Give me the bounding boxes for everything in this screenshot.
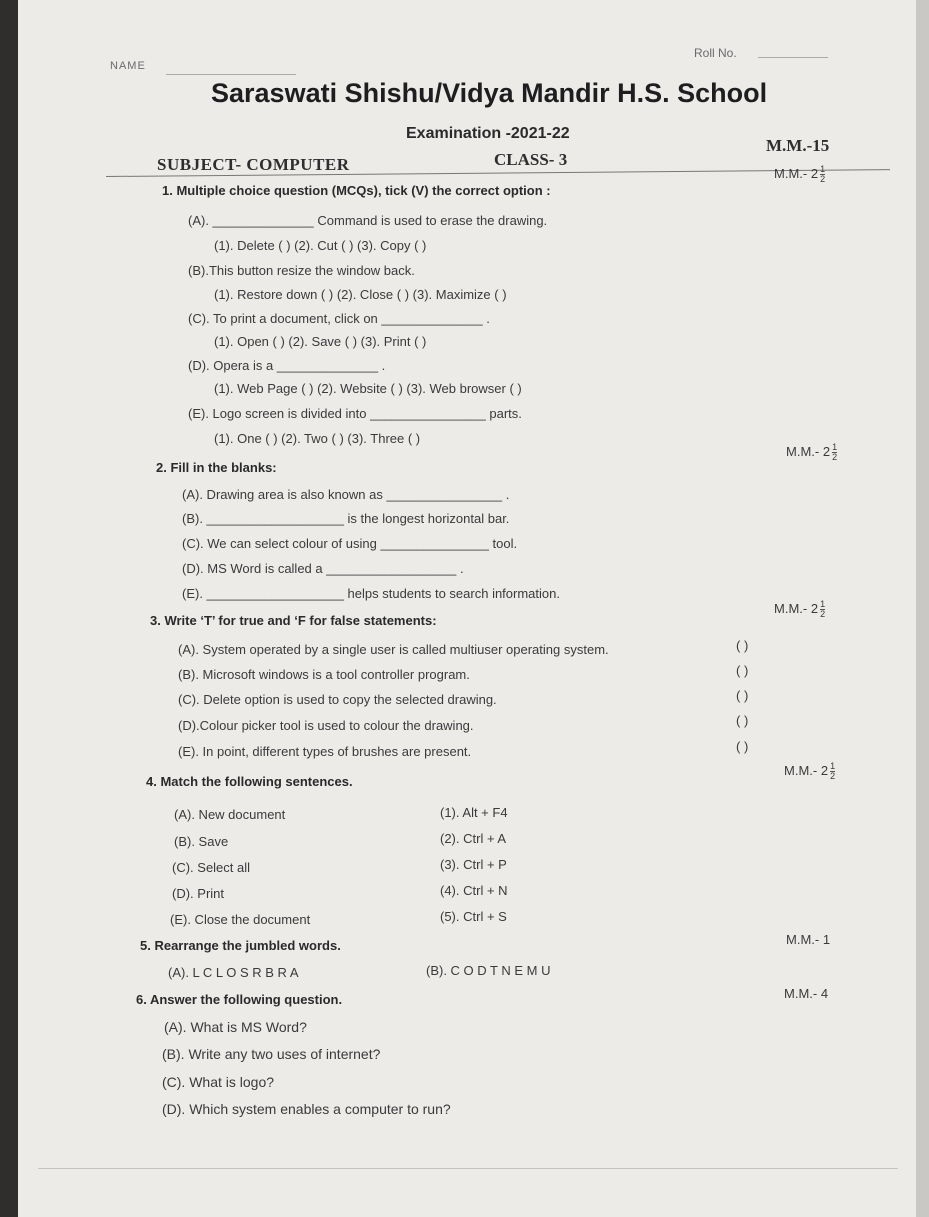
q3-a-bracket: ( ) <box>736 638 749 653</box>
page-fold-line <box>38 1168 898 1169</box>
q2-title: 2. Fill in the blanks: <box>156 460 277 475</box>
q5-marks: M.M.- 1 <box>786 932 831 947</box>
q6-b: (B). Write any two uses of internet? <box>162 1046 381 1062</box>
q1-c-options: (1). Open ( ) (2). Save ( ) (3). Print ( ) <box>214 334 427 349</box>
q6-marks: M.M.- 4 <box>784 986 829 1001</box>
q1-e-question: (E). Logo screen is divided into ________________ parts. <box>188 406 522 421</box>
q2-c: (C). We can select colour of using _______________ tool. <box>182 536 518 551</box>
q6-d: (D). Which system enables a computer to run? <box>162 1101 451 1117</box>
q3-a: (A). System operated by a single user is called multiuser operating system. <box>178 642 609 657</box>
q6-title: 6. Answer the following question. <box>136 992 343 1007</box>
q3-e: (E). In point, different types of brushes are present. <box>178 744 472 759</box>
q3-title: 3. Write ‘T’ for true and ‘F for false statements: <box>150 613 437 628</box>
q4-right-5: (5). Ctrl + S <box>440 909 507 924</box>
q1-marks: M.M.- 2 $\frac{1}{2}$ <box>774 164 826 184</box>
q3-b: (B). Microsoft windows is a tool controller program. <box>178 667 470 682</box>
school-title: Saraswati Shishu/Vidya Mandir H.S. School <box>211 78 768 108</box>
q3-d-bracket: ( ) <box>736 713 749 728</box>
q2-e: (E). ___________________ helps students to search information. <box>182 586 560 601</box>
q1-title: 1. Multiple choice question (MCQs), tick (V) the correct option : <box>162 183 551 198</box>
q5-b: (B). C O D T N E M U <box>426 963 551 978</box>
roll-no-label: Roll No. <box>694 46 737 60</box>
q2-marks: M.M.- 2 $\frac{1}{2}$ <box>786 442 838 462</box>
q4-left-5: (E). Close the document <box>170 912 311 927</box>
exam-title: Examination -2021-22 <box>406 125 570 142</box>
q1-b-options: (1). Restore down ( ) (2). Close ( ) (3). Maximize ( ) <box>214 287 507 302</box>
q3-c: (C). Delete option is used to copy the selected drawing. <box>178 692 497 707</box>
q1-a-options: (1). Delete ( ) (2). Cut ( ) (3). Copy ( ) <box>214 238 427 253</box>
q1-d-question: (D). Opera is a ______________ . <box>188 358 386 373</box>
q2-d: (D). MS Word is called a __________________ . <box>182 561 464 576</box>
subject-label: SUBJECT- COMPUTER <box>157 155 350 174</box>
class-label: CLASS- 3 <box>494 150 568 169</box>
q3-b-bracket: ( ) <box>736 663 749 678</box>
paper-stack-edge <box>916 0 929 1217</box>
q1-a-question: (A). ______________ Command is used to erase the drawing. <box>188 213 548 228</box>
q4-right-2: (2). Ctrl + A <box>440 831 507 846</box>
name-line <box>166 74 296 75</box>
q4-right-3: (3). Ctrl + P <box>440 857 507 872</box>
q6-c: (C). What is logo? <box>162 1074 275 1090</box>
q3-e-bracket: ( ) <box>736 739 749 754</box>
q4-right-1: (1). Alt + F4 <box>440 805 508 820</box>
q6-a: (A). What is MS Word? <box>164 1019 307 1035</box>
q1-e-options: (1). One ( ) (2). Two ( ) (3). Three ( ) <box>214 431 421 446</box>
q1-d-options: (1). Web Page ( ) (2). Website ( ) (3). Web browser ( ) <box>214 381 522 396</box>
q4-left-4: (D). Print <box>172 886 224 901</box>
q5-a: (A). L C L O S R B R A <box>168 965 299 980</box>
dark-background-edge <box>0 0 18 1217</box>
q3-d: (D).Colour picker tool is used to colour the drawing. <box>178 718 474 733</box>
q4-left-1: (A). New document <box>174 807 286 822</box>
max-marks: M.M.-15 <box>766 136 830 155</box>
name-label: NAME <box>110 60 146 72</box>
q4-right-4: (4). Ctrl + N <box>440 883 508 898</box>
q4-title: 4. Match the following sentences. <box>146 774 353 789</box>
q2-a: (A). Drawing area is also known as ________________ . <box>182 487 510 502</box>
q2-b: (B). ___________________ is the longest horizontal bar. <box>182 511 510 526</box>
q1-b-question: (B).This button resize the window back. <box>188 263 415 278</box>
q5-title: 5. Rearrange the jumbled words. <box>140 938 341 953</box>
exam-paper <box>18 0 916 1217</box>
q1-c-question: (C). To print a document, click on ______________ . <box>188 311 490 326</box>
q4-left-3: (C). Select all <box>172 860 251 875</box>
q4-marks: M.M.- 2 $\frac{1}{2}$ <box>784 761 836 781</box>
roll-no-line <box>758 57 828 58</box>
q4-left-2: (B). Save <box>174 834 229 849</box>
q3-marks: M.M.- 2 $\frac{1}{2}$ <box>774 599 826 619</box>
q3-c-bracket: ( ) <box>736 688 749 703</box>
